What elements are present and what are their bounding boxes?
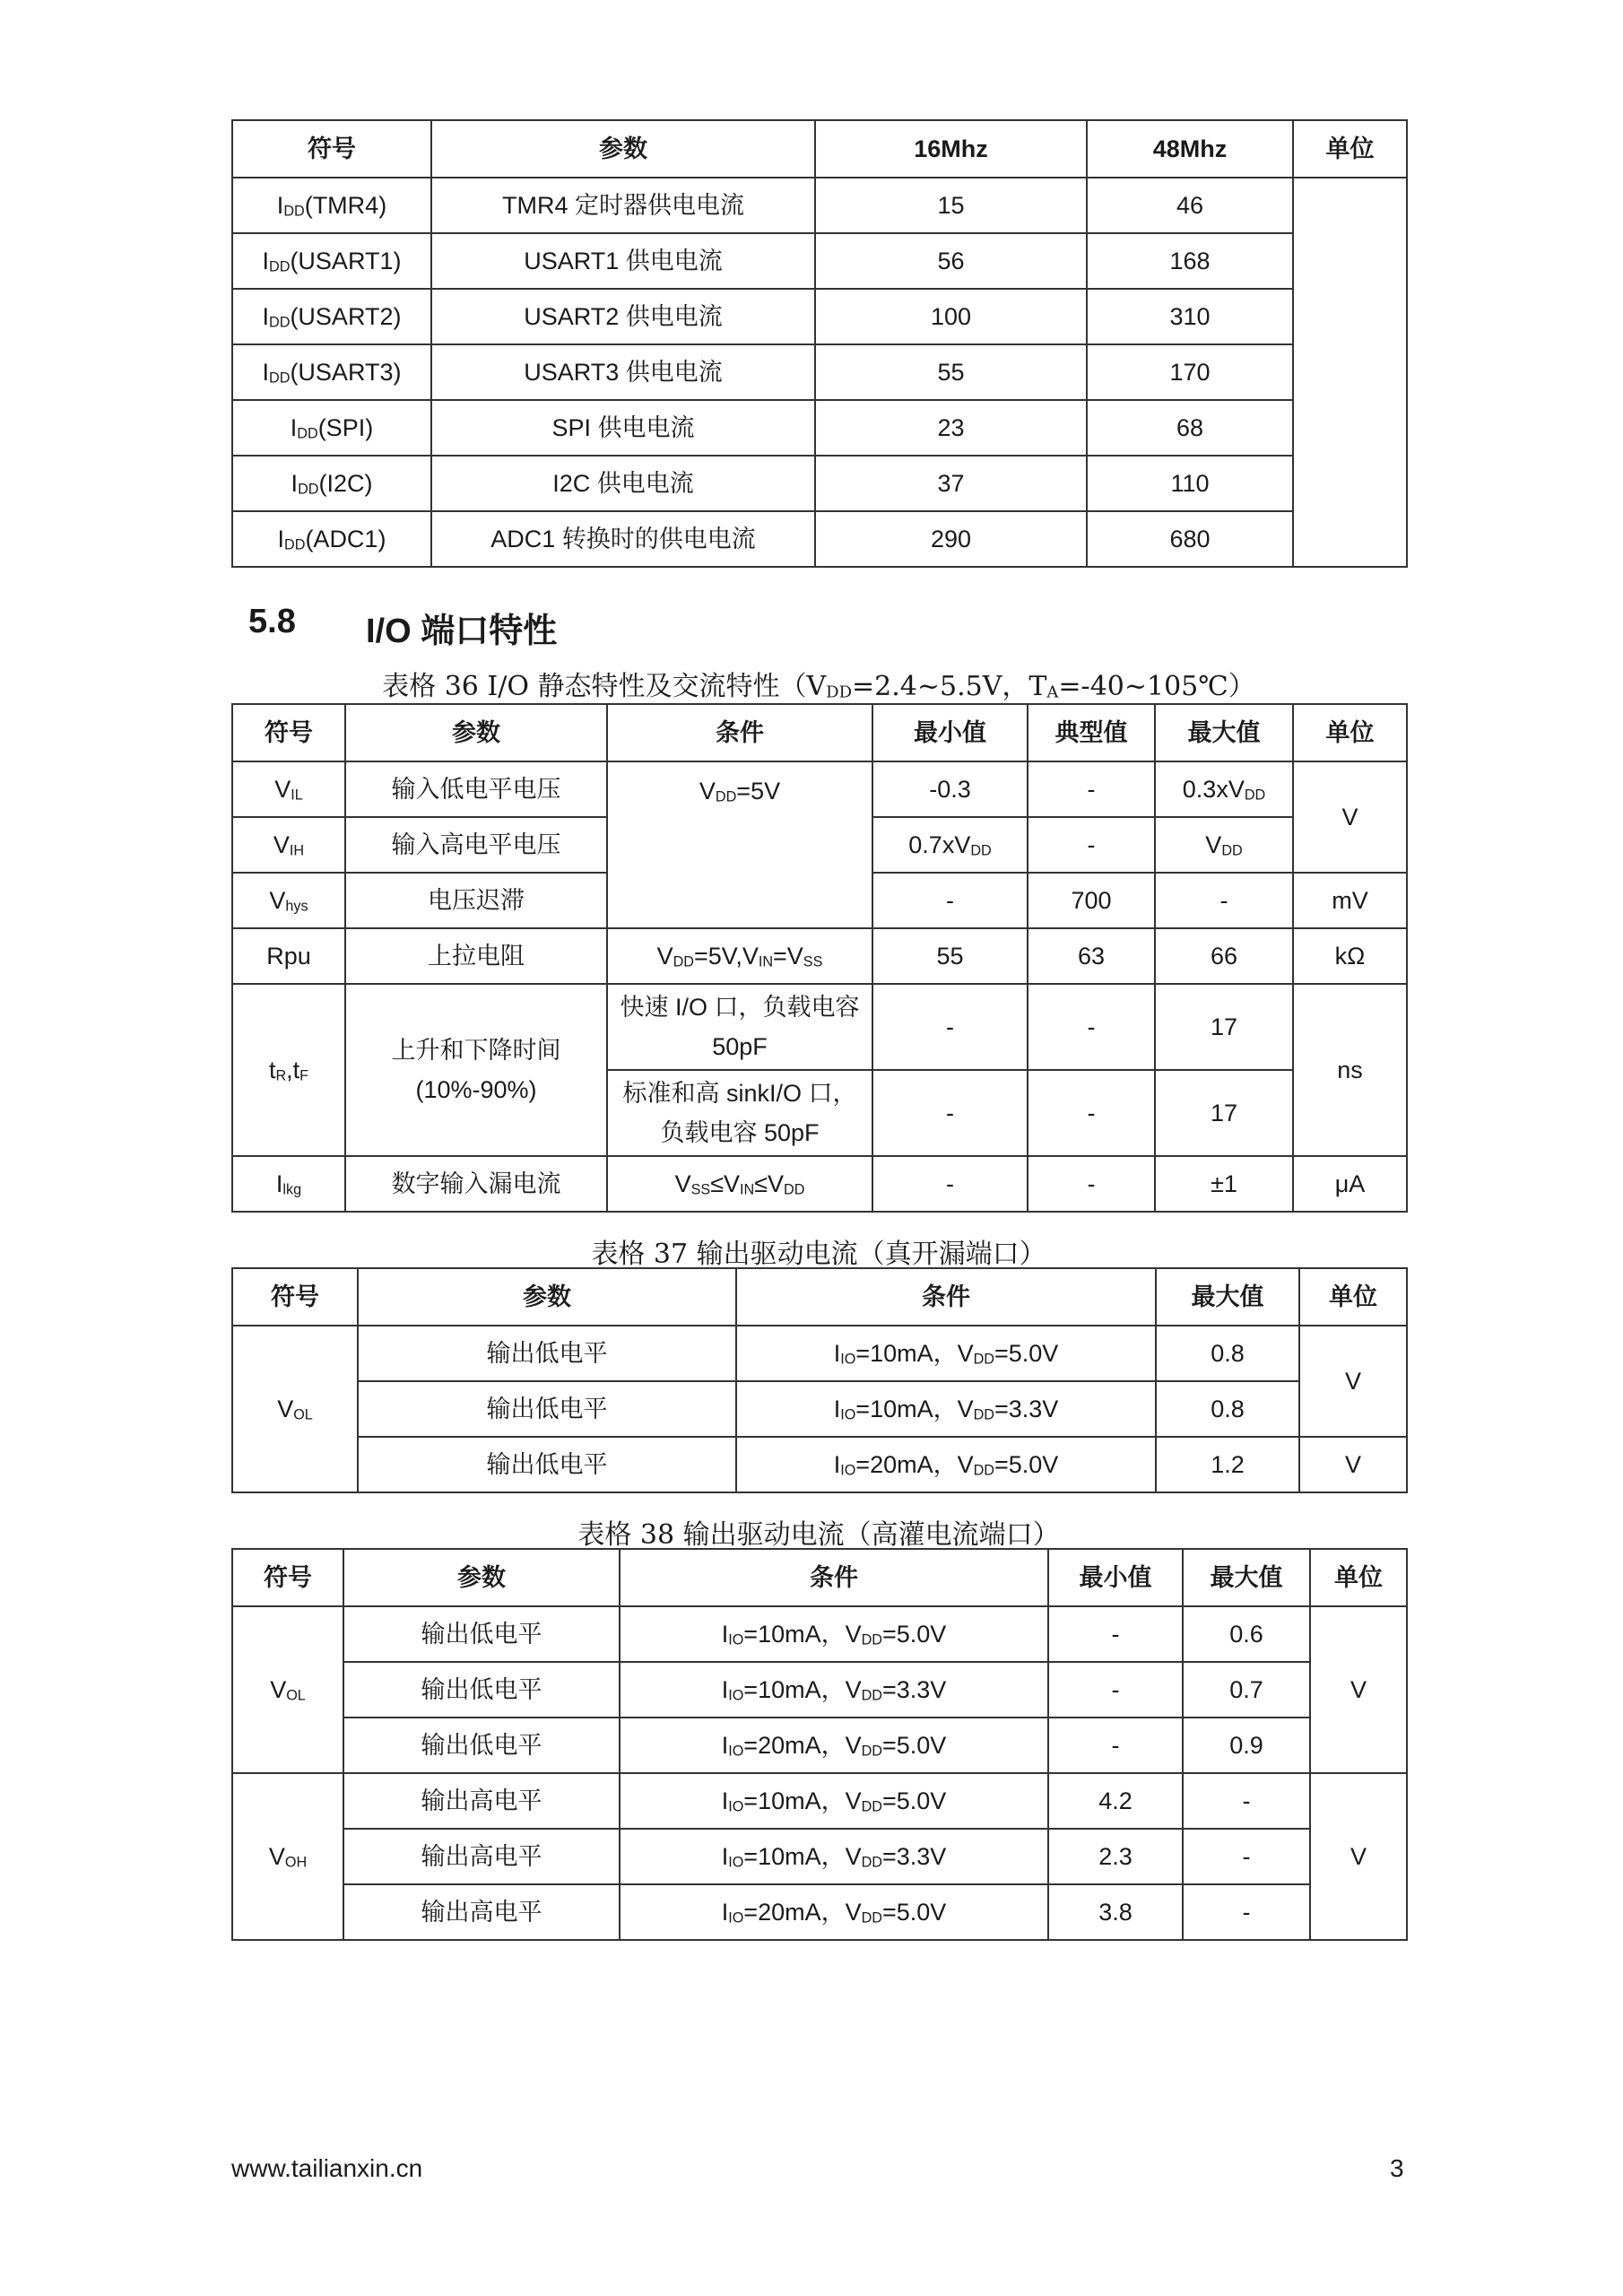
section-title: I/O 端口特性 <box>366 613 558 650</box>
unit-cell: ns <box>1293 984 1407 1156</box>
sym-sub: IH <box>289 842 305 859</box>
param-line: (10%-90%) <box>415 1076 537 1103</box>
footer-url: www.tailianxin.cn <box>231 2154 423 2182</box>
param-cell: USART1 供电电流 <box>431 233 815 289</box>
header-condition: 条件 <box>620 1549 1048 1606</box>
sym-sub: DD <box>269 258 291 275</box>
cond-sub: IN <box>758 953 774 970</box>
max-cell: 0.8 <box>1156 1381 1299 1437</box>
cond-text: =5V <box>736 778 781 804</box>
header-param: 参数 <box>431 120 815 178</box>
min-text: 0.7xV <box>908 831 971 858</box>
sym-text: V <box>274 775 291 803</box>
condition-cell <box>620 1606 1048 1662</box>
unit-cell: V <box>1310 1773 1407 1940</box>
cond-text: =10mA，V <box>743 1620 862 1648</box>
max-cell: - <box>1155 873 1293 928</box>
min-cell: 3.8 <box>1048 1884 1183 1940</box>
sym-rest: (SPI) <box>317 413 374 441</box>
sym-text: V <box>277 1395 294 1422</box>
header-symbol: 符号 <box>232 120 431 178</box>
symbol-cell <box>232 289 431 344</box>
value-16mhz: 100 <box>815 289 1087 344</box>
cond-sub: SS <box>803 953 823 970</box>
unit-cell: V <box>1299 1326 1407 1437</box>
sym-text: I <box>290 413 298 441</box>
condition-cell <box>607 984 872 1070</box>
cond-text: =5.0V <box>882 1731 947 1759</box>
cond-text: =10mA，V <box>855 1395 974 1422</box>
max-cell: 1.2 <box>1156 1437 1299 1492</box>
sym-rest: (I2C) <box>318 469 373 497</box>
min-cell: - <box>872 1156 1028 1212</box>
cond-text: =5.0V <box>994 1339 1059 1367</box>
sym-text: I <box>291 469 299 497</box>
header-param: 参数 <box>358 1268 736 1326</box>
symbol-cell <box>232 984 345 1156</box>
cond-text: I <box>721 1787 729 1814</box>
condition-cell <box>607 1070 872 1156</box>
table-row <box>232 1606 1407 1662</box>
max-text: 0.3xV <box>1182 775 1245 803</box>
unit-cell: V <box>1299 1437 1407 1492</box>
max-sub: DD <box>1244 787 1266 804</box>
min-cell: 4.2 <box>1048 1773 1183 1829</box>
sym-sub: DD <box>297 425 318 442</box>
cond-text: =5.0V <box>882 1620 947 1648</box>
table-header-row <box>232 1268 1407 1326</box>
header-48mhz: 48Mhz <box>1087 120 1293 178</box>
table-header-row <box>232 1549 1407 1606</box>
caption-part: 表格 36 I/O 静态特性及交流特性（V <box>382 671 827 702</box>
max-cell: - <box>1183 1829 1310 1884</box>
table-row <box>232 1326 1407 1381</box>
cond-line: 标准和高 sinkI/O 口， <box>622 1079 857 1107</box>
cond-line: 负载电容 50pF <box>660 1119 820 1146</box>
max-cell: 17 <box>1155 1070 1293 1156</box>
typ-cell: - <box>1028 761 1155 817</box>
sym-sub: F <box>299 1067 309 1084</box>
sym-rest: (USART3) <box>290 358 402 386</box>
cond-sub: DD <box>784 1181 805 1198</box>
table38-caption: 表格 38 输出驱动电流（高灌电流端口） <box>577 1519 1060 1551</box>
cond-sub: IO <box>728 1743 744 1760</box>
cond-text: =5V,V <box>694 942 759 970</box>
cond-sub: DD <box>715 788 737 805</box>
cond-text: =10mA，V <box>855 1339 974 1367</box>
value-48mhz: 310 <box>1087 289 1293 344</box>
symbol-cell <box>232 178 431 233</box>
value-48mhz: 168 <box>1087 233 1293 289</box>
param-cell: USART2 供电电流 <box>431 289 815 344</box>
cond-sub: DD <box>861 1798 882 1815</box>
cond-sub: DD <box>973 1406 994 1423</box>
cond-sub: DD <box>861 1687 882 1704</box>
param-cell: 输出高电平 <box>343 1884 620 1940</box>
typ-cell: - <box>1028 1156 1155 1212</box>
condition-cell <box>620 1829 1048 1884</box>
cond-text: V <box>656 942 673 970</box>
max-text: V <box>1205 831 1222 858</box>
param-cell <box>345 984 607 1156</box>
unit-cell: V <box>1293 761 1407 873</box>
condition-cell <box>620 1662 1048 1718</box>
min-cell <box>872 817 1028 873</box>
sym-text: V <box>269 886 286 914</box>
header-symbol: 符号 <box>232 704 345 761</box>
table36-io-static <box>231 703 1408 1213</box>
value-48mhz: 680 <box>1087 511 1293 567</box>
param-cell: I2C 供电电流 <box>431 456 815 511</box>
header-unit: 单位 <box>1310 1549 1407 1606</box>
symbol-cell <box>232 511 431 567</box>
header-typ: 典型值 <box>1028 704 1155 761</box>
param-cell: 数字输入漏电流 <box>345 1156 607 1212</box>
cond-text: ≤V <box>710 1170 741 1197</box>
typ-cell: - <box>1028 984 1155 1070</box>
sym-text: I <box>275 1170 283 1197</box>
cond-text: V <box>699 778 716 804</box>
header-min: 最小值 <box>1048 1549 1183 1606</box>
cond-sub: IO <box>840 1406 856 1423</box>
header-symbol: 符号 <box>232 1549 343 1606</box>
condition-cell <box>607 761 872 928</box>
table-row-trtf-1 <box>232 984 1407 1070</box>
cond-sub: DD <box>861 1909 882 1926</box>
cond-sub: IO <box>728 1631 744 1648</box>
value-16mhz: 37 <box>815 456 1087 511</box>
table-current-consumption <box>231 119 1408 568</box>
symbol-cell <box>232 1326 358 1492</box>
sym-text: I <box>262 247 270 274</box>
cond-text: I <box>833 1339 841 1367</box>
cond-line: 快速 I/O 口，负载电容 <box>620 993 860 1021</box>
table-row <box>232 511 1407 567</box>
header-unit: 单位 <box>1293 120 1407 178</box>
typ-cell: 700 <box>1028 873 1155 928</box>
cond-text: =V <box>773 942 803 970</box>
param-cell: 输出低电平 <box>343 1718 620 1773</box>
symbol-cell <box>232 400 431 456</box>
cond-sub: DD <box>973 1462 994 1479</box>
sym-text: I <box>262 358 270 386</box>
min-cell: - <box>872 984 1028 1070</box>
max-cell: 17 <box>1155 984 1293 1070</box>
sym-text: I <box>276 191 284 219</box>
header-max: 最大值 <box>1156 1268 1299 1326</box>
sym-rest: (ADC1) <box>305 525 386 552</box>
sym-text: I <box>262 302 270 330</box>
header-16mhz: 16Mhz <box>815 120 1087 178</box>
sym-sub: lkg <box>282 1181 302 1198</box>
value-16mhz: 56 <box>815 233 1087 289</box>
sym-sub: DD <box>284 536 306 553</box>
min-cell: 2.3 <box>1048 1829 1183 1884</box>
param-cell: 输出低电平 <box>358 1437 736 1492</box>
min-cell: 55 <box>872 928 1028 984</box>
sym-rest: (TMR4) <box>304 191 387 219</box>
condition-cell <box>736 1437 1156 1492</box>
cond-text: I <box>721 1842 729 1870</box>
param-line: 上升和下降时间 <box>391 1036 561 1064</box>
cond-sub: IO <box>728 1687 744 1704</box>
caption-part: =2.4~5.5V，T <box>852 671 1047 702</box>
cond-text: =20mA，V <box>743 1898 862 1926</box>
cond-sub: IO <box>840 1462 856 1479</box>
table-row-rpu <box>232 928 1407 984</box>
max-cell: ±1 <box>1155 1156 1293 1212</box>
cond-sub: DD <box>861 1743 882 1760</box>
table-row <box>232 1437 1407 1492</box>
cond-text: =20mA，V <box>743 1731 862 1759</box>
header-max: 最大值 <box>1155 704 1293 761</box>
cond-sub: IO <box>728 1909 744 1926</box>
condition-cell <box>620 1773 1048 1829</box>
param-cell: 输出低电平 <box>343 1606 620 1662</box>
param-cell: 输入高电平电压 <box>345 817 607 873</box>
table-row <box>232 233 1407 289</box>
cond-sub: DD <box>673 953 694 970</box>
header-condition: 条件 <box>736 1268 1156 1326</box>
cond-text: =10mA，V <box>743 1842 862 1870</box>
symbol-cell <box>232 233 431 289</box>
cond-text: =5.0V <box>994 1450 1059 1478</box>
min-sub: DD <box>970 842 992 859</box>
value-16mhz: 55 <box>815 344 1087 400</box>
param-cell: 上拉电阻 <box>345 928 607 984</box>
caption-sub: DD <box>826 683 853 702</box>
table38-high-sink <box>231 1548 1408 1941</box>
cond-text: =3.3V <box>994 1395 1059 1422</box>
sym-rest: (USART1) <box>290 247 402 274</box>
cond-sub: SS <box>690 1181 711 1198</box>
typ-cell: - <box>1028 1070 1155 1156</box>
table-row <box>232 1884 1407 1940</box>
param-cell: 输出低电平 <box>358 1326 736 1381</box>
table-row <box>232 456 1407 511</box>
min-cell: - <box>1048 1606 1183 1662</box>
sym-sub: DD <box>269 314 291 331</box>
param-cell: 输入低电平电压 <box>345 761 607 817</box>
sym-sub: OL <box>293 1406 313 1423</box>
min-cell: -0.3 <box>872 761 1028 817</box>
max-cell: 0.9 <box>1183 1718 1310 1773</box>
param-cell: 输出高电平 <box>343 1829 620 1884</box>
table-row <box>232 1381 1407 1437</box>
param-cell: 电压迟滞 <box>345 873 607 928</box>
param-cell: ADC1 转换时的供电电流 <box>431 511 815 567</box>
value-16mhz: 290 <box>815 511 1087 567</box>
max-cell <box>1155 761 1293 817</box>
param-cell: 输出高电平 <box>343 1773 620 1829</box>
sym-rest: (USART2) <box>290 302 402 330</box>
symbol-cell <box>232 344 431 400</box>
max-sub: DD <box>1221 842 1243 859</box>
sym-sub: DD <box>283 203 305 220</box>
cond-line: 50pF <box>712 1033 768 1060</box>
symbol-cell <box>232 873 345 928</box>
sym-text: ,t <box>286 1056 300 1083</box>
sym-text: V <box>268 1842 285 1870</box>
header-max: 最大值 <box>1183 1549 1310 1606</box>
sym-text: t <box>268 1056 276 1083</box>
cond-text: I <box>721 1898 729 1926</box>
symbol-cell <box>232 761 345 817</box>
caption-part: =-40~105℃） <box>1058 671 1255 702</box>
unit-cell: μA <box>1293 1156 1407 1212</box>
sym-text: V <box>273 831 290 858</box>
param-cell: USART3 供电电流 <box>431 344 815 400</box>
table-row <box>232 289 1407 344</box>
condition-cell <box>607 1156 872 1212</box>
header-param: 参数 <box>345 704 607 761</box>
max-cell: 0.7 <box>1183 1662 1310 1718</box>
condition-cell <box>736 1381 1156 1437</box>
cond-sub: DD <box>861 1631 882 1648</box>
max-cell: 0.6 <box>1183 1606 1310 1662</box>
param-cell: 输出低电平 <box>343 1662 620 1718</box>
max-cell: - <box>1183 1773 1310 1829</box>
sym-sub: DD <box>298 481 319 498</box>
table37-caption: 表格 37 输出驱动电流（真开漏端口） <box>591 1239 1046 1270</box>
cond-sub: DD <box>861 1854 882 1871</box>
cond-text: I <box>833 1450 841 1478</box>
typ-cell: 63 <box>1028 928 1155 984</box>
table-header-row <box>232 120 1407 178</box>
sym-sub: OL <box>286 1687 306 1704</box>
cond-text: I <box>721 1675 729 1703</box>
min-cell: - <box>1048 1662 1183 1718</box>
table-row <box>232 178 1407 233</box>
symbol-cell <box>232 1606 343 1773</box>
value-48mhz: 110 <box>1087 456 1293 511</box>
cond-text: I <box>833 1395 841 1422</box>
table37-open-drain <box>231 1267 1408 1493</box>
cond-text: =3.3V <box>882 1675 947 1703</box>
sym-sub: DD <box>269 370 291 387</box>
sym-text: V <box>270 1675 287 1703</box>
min-cell: - <box>872 873 1028 928</box>
cond-sub: IN <box>740 1181 755 1198</box>
condition-cell <box>607 928 872 984</box>
section-number: 5.8 <box>248 603 296 640</box>
symbol-cell <box>232 1156 345 1212</box>
condition-cell <box>736 1326 1156 1381</box>
unit-cell: kΩ <box>1293 928 1407 984</box>
max-cell: - <box>1183 1884 1310 1940</box>
max-cell: 0.8 <box>1156 1326 1299 1381</box>
cond-text: ≤V <box>754 1170 785 1197</box>
param-cell: SPI 供电电流 <box>431 400 815 456</box>
cond-text: =3.3V <box>882 1842 947 1870</box>
table-row <box>232 400 1407 456</box>
param-cell: TMR4 定时器供电电流 <box>431 178 815 233</box>
cond-text: =5.0V <box>882 1787 947 1814</box>
table36-caption <box>231 664 1406 703</box>
table-header-row <box>232 704 1407 761</box>
value-16mhz: 23 <box>815 400 1087 456</box>
table-row-ilkg <box>232 1156 1407 1212</box>
sym-sub: R <box>275 1067 287 1084</box>
value-48mhz: 170 <box>1087 344 1293 400</box>
max-cell <box>1155 817 1293 873</box>
cond-sub: DD <box>973 1351 994 1368</box>
header-condition: 条件 <box>607 704 872 761</box>
cond-text: V <box>674 1170 691 1197</box>
cond-sub: IO <box>728 1798 744 1815</box>
cond-sub: IO <box>728 1854 744 1871</box>
sym-text: I <box>277 525 285 552</box>
header-unit: 单位 <box>1299 1268 1407 1326</box>
header-param: 参数 <box>343 1549 620 1606</box>
page-number: 3 <box>1390 2154 1404 2182</box>
sym-sub: OH <box>284 1854 308 1871</box>
cond-text: =10mA，V <box>743 1675 862 1703</box>
cond-text: =5.0V <box>882 1898 947 1926</box>
table-row <box>232 1662 1407 1718</box>
table-row <box>232 1829 1407 1884</box>
unit-cell: mV <box>1293 873 1407 928</box>
header-unit: 单位 <box>1293 704 1407 761</box>
symbol-cell <box>232 817 345 873</box>
caption-sub: A <box>1046 683 1059 702</box>
cond-text: =10mA，V <box>743 1787 862 1814</box>
table-row <box>232 1773 1407 1829</box>
header-min: 最小值 <box>872 704 1028 761</box>
value-48mhz: 68 <box>1087 400 1293 456</box>
table-row <box>232 344 1407 400</box>
typ-cell: - <box>1028 817 1155 873</box>
unit-cell-empty <box>1293 178 1407 567</box>
value-16mhz: 15 <box>815 178 1087 233</box>
table-row-vil <box>232 761 1407 817</box>
cond-text: I <box>721 1731 729 1759</box>
symbol-cell: Rpu <box>232 928 345 984</box>
cond-text: I <box>721 1620 729 1648</box>
header-symbol: 符号 <box>232 1268 358 1326</box>
cond-sub: IO <box>840 1351 856 1368</box>
unit-cell: V <box>1310 1606 1407 1773</box>
max-cell: 66 <box>1155 928 1293 984</box>
table-row <box>232 1718 1407 1773</box>
cond-text: =20mA，V <box>855 1450 974 1478</box>
symbol-cell <box>232 456 431 511</box>
symbol-cell <box>232 1773 343 1940</box>
value-48mhz: 46 <box>1087 178 1293 233</box>
condition-cell <box>620 1718 1048 1773</box>
min-cell: - <box>1048 1718 1183 1773</box>
sym-sub: IL <box>291 787 303 804</box>
param-cell: 输出低电平 <box>358 1381 736 1437</box>
min-cell: - <box>872 1070 1028 1156</box>
condition-cell <box>620 1884 1048 1940</box>
sym-sub: hys <box>285 898 308 915</box>
